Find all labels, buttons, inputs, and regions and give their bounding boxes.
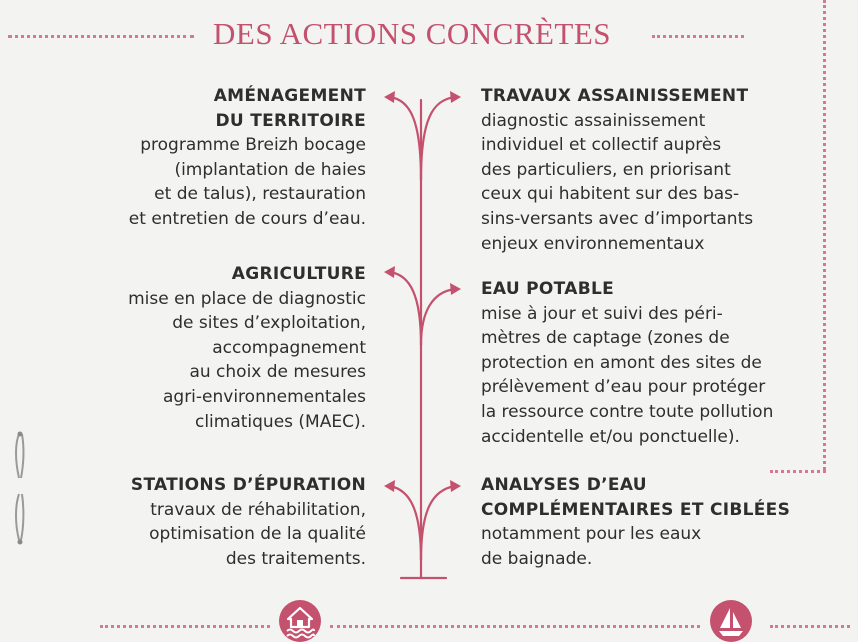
action-text: mise à jour et suivi des péri- mètres de captage (zones de protection en amont des sites de prélèvement d’eau pour protéger la ressource contre toute pollution accidentelle et/ou ponctuelle). [481, 303, 774, 447]
arrowhead-right-1 [450, 91, 461, 103]
branch-right-2 [421, 289, 455, 345]
binder-ring-icon [10, 430, 30, 550]
action-text: travaux de réhabilitation, optimisation de la qualité des traitements. [149, 499, 366, 569]
action-heading: ANALYSES D’EAU COMPLÉMENTAIRES ET CIBLÉES [481, 475, 791, 520]
arrowhead-right-3 [450, 480, 461, 492]
arrowhead-left-1 [384, 91, 395, 103]
action-block-amenagement [66, 84, 366, 232]
action-block-eau-potable [481, 277, 811, 449]
action-heading: STATIONS D’ÉPURATION [130, 475, 366, 495]
house-flood-icon [279, 600, 321, 642]
dotted-rule-bottom-left [100, 625, 270, 628]
action-heading: EAU POTABLE [481, 279, 615, 299]
sailboat-icon [710, 600, 752, 642]
page-title: DES ACTIONS CONCRÈTES [213, 16, 612, 51]
branch-right-3 [421, 486, 455, 560]
branch-right-1 [421, 97, 455, 180]
action-block-stations [66, 473, 366, 571]
action-heading: TRAVAUX ASSAINISSEMENT [481, 86, 749, 106]
arrowhead-right-2 [450, 283, 461, 295]
dotted-rule-bottom-right [770, 625, 850, 628]
action-block-assainissement [481, 84, 811, 256]
action-heading: AGRICULTURE [231, 264, 366, 284]
action-text: mise en place de diagnostic de sites d’exploitation, accompagnement au choix de mesures agri-environnementales climatiques (MAEC). [128, 288, 366, 432]
action-text: diagnostic assainissement individuel et collectif auprès des particuliers, en priorisant ceux qui habitent sur des bas- sins-versants avec d’importants enjeux environnementaux [481, 110, 754, 254]
arrowhead-left-3 [384, 480, 395, 492]
branch-left-3 [390, 486, 421, 560]
action-block-analyses [481, 473, 811, 571]
action-text: programme Breizh bocage (implantation de haies et de talus), restauration et entretien de cours d’eau. [128, 135, 366, 229]
action-heading: AMÉNAGEMENT DU TERRITOIRE [213, 86, 366, 131]
dotted-rule-bottom-center [330, 625, 700, 628]
branch-left-1 [390, 97, 421, 180]
arrowhead-left-2 [384, 266, 395, 278]
action-block-agriculture [66, 262, 366, 434]
branch-left-2 [390, 272, 421, 345]
action-text: notamment pour les eaux de baignade. [481, 524, 702, 569]
